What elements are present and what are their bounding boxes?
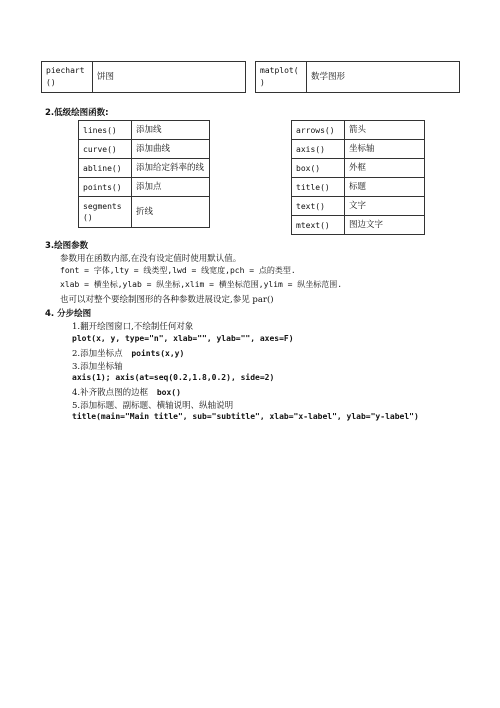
low-level-functions-right-table [291,120,425,235]
function-desc: 添加曲线 [132,140,210,159]
matplot-table [255,61,460,93]
code-line: axis(1); axis(at=seq(0.2,1.8,0.2), side=2) [72,373,275,382]
function-desc: 坐标轴 [345,140,425,159]
function-desc: 添加线 [132,121,210,140]
piechart-table [41,61,246,93]
function-name-cell [256,62,307,93]
step-description: 1.翻开绘图窗口,不绘制任何对象 [72,322,194,332]
function-name-cell [42,62,93,93]
step-text: 2.添加坐标点 [72,349,123,359]
function-desc: 折线 [132,197,210,228]
step-description [72,386,181,398]
function-desc: 文字 [345,197,425,216]
function-name: axis() [292,140,345,159]
function-name [79,197,132,228]
section-4-heading: 4. 分步绘图 [45,309,92,319]
function-name: arrows() [292,121,345,140]
function-name: curve() [79,140,132,159]
code-line: title(main="Main title", sub="subtitle", xlab="x-label", ylab="y-label") [72,412,419,421]
function-desc: 箭头 [345,121,425,140]
function-name-line: segments [83,202,122,211]
function-name: text() [292,197,345,216]
function-desc: 添加点 [132,178,210,197]
section-3-line: font = 字体,lty = 线类型,lwd = 线宽度,pch = 点的类型. [60,266,296,275]
step-description: 5.添加标题、副标题、横轴说明、纵轴说明 [72,401,234,411]
function-name-line: piechart [46,66,85,75]
function-desc-cell: 数学图形 [307,62,460,93]
step-description: 3.添加坐标轴 [72,362,123,372]
function-name-line: () [46,78,56,87]
function-name: mtext() [292,216,345,235]
step-text: 4.补齐散点图的边框 [72,388,149,398]
step-code: points(x,y) [131,349,185,358]
function-name: points() [79,178,132,197]
step-code: box() [156,388,181,397]
section-3-line: xlab = 横坐标,ylab = 纵坐标,xlim = 横坐标范围,ylim = 纵坐标范围. [60,280,343,289]
function-name-line: ) [260,78,265,87]
function-name: lines() [79,121,132,140]
section-2-heading: 2.低级绘图函数: [45,108,109,118]
step-description [72,347,184,359]
function-desc: 图边文字 [345,216,425,235]
function-name: box() [292,159,345,178]
section-3-line: 也可以对整个要绘制图形的各种参数进展设定,参见 par() [60,295,274,305]
function-desc: 标题 [345,178,425,197]
code-line: plot(x, y, type="n", xlab="", ylab="", axes=F) [72,334,294,343]
function-desc: 外框 [345,159,425,178]
function-name-line: () [83,213,93,222]
section-3-line: 参数用在函数内部,在没有设定值时使用默认值。 [60,254,242,264]
low-level-functions-left-table [78,120,210,228]
section-3-heading: 3.绘图参数 [45,241,89,251]
function-name: abline() [79,159,132,178]
function-desc: 添加给定斜率的线 [132,159,210,178]
function-name-line: matplot( [260,66,299,75]
function-desc-cell: 饼图 [93,62,246,93]
function-name: title() [292,178,345,197]
